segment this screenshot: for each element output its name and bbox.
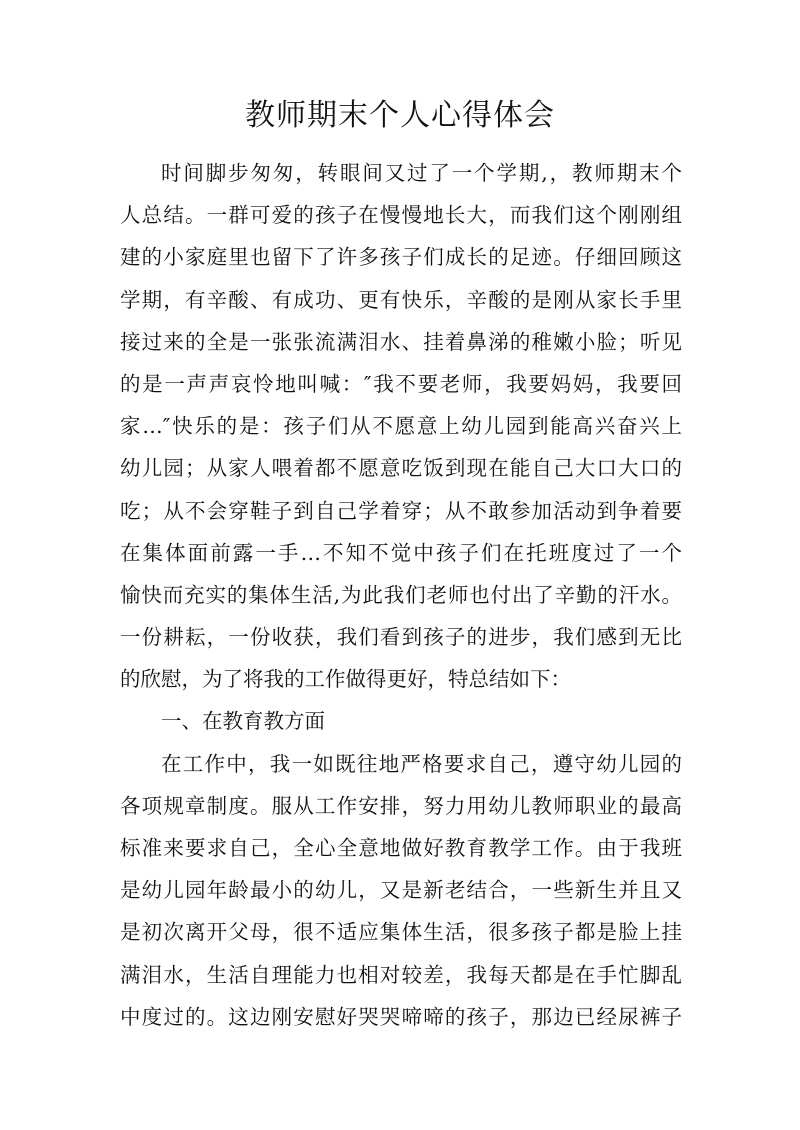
text-line-9: 吃；从不会穿鞋子到自己学着穿；从不敢参加活动到争着要 [120, 498, 682, 523]
text-line-7: 家…″快乐的是：孩子们从不愿意上幼儿园到能高兴奋兴上 [120, 414, 682, 439]
text-line-1: 时间脚步匆匆，转眼间又过了一个学期,，教师期末个 [161, 161, 682, 185]
text-line-16: 各项规章制度。服从工作安排，努力用幼儿教师职业的最高 [120, 793, 682, 818]
text-line-12: 一份耕耘，一份收获，我们看到孩子的进步，我们感到无比 [120, 625, 682, 650]
document-title: 教师期末个人心得体会 [245, 98, 555, 133]
text-line-21: 中度过的。这边刚安慰好哭哭啼啼的孩子，那边已经尿裤子 [120, 1004, 682, 1029]
text-line-3: 建的小家庭里也留下了许多孩子们成长的足迹。仔细回顾这 [120, 245, 682, 270]
text-line-17: 标准来要求自己，全心全意地做好教育教学工作。由于我班 [120, 836, 682, 860]
text-line-11: 愉快而充实的集体生活,为此我们老师也付出了辛勤的汗水。 [120, 582, 682, 607]
text-line-6: 的是一声声哀怜地叫喊：″我不要老师，我要妈妈，我要回 [120, 371, 682, 396]
text-line-18: 是幼儿园年龄最小的幼儿，又是新老结合，一些新生并且又 [120, 878, 682, 903]
text-line-13: 的欣慰，为了将我的工作做得更好，特总结如下： [120, 667, 571, 692]
document-body [120, 152, 682, 1038]
text-line-20: 满泪水，生活自理能力也相对较差，我每天都是在手忙脚乱 [120, 962, 682, 987]
text-line-10: 在集体面前露一手…不知不觉中孩子们在托班度过了一个 [120, 540, 682, 565]
text-line-4: 学期，有辛酸、有成功、更有快乐，辛酸的是刚从家长手里 [120, 287, 682, 312]
text-line-5: 接过来的全是一张张流满泪水、挂着鼻涕的稚嫩小脸；听见 [120, 329, 682, 354]
text-line-2: 人总结。一群可爱的孩子在慢慢地长大，而我们这个刚刚组 [120, 203, 682, 228]
text-line-8: 幼儿园；从家人喂着都不愿意吃饭到现在能自己大口大口的 [120, 456, 682, 481]
text-line-19: 是初次离开父母，很不适应集体生活，很多孩子都是脸上挂 [120, 920, 682, 945]
section-heading: 一、在教育教方面 [161, 709, 325, 734]
text-line-15: 在工作中，我一如既往地严格要求自己，遵守幼儿园的 [161, 751, 682, 776]
